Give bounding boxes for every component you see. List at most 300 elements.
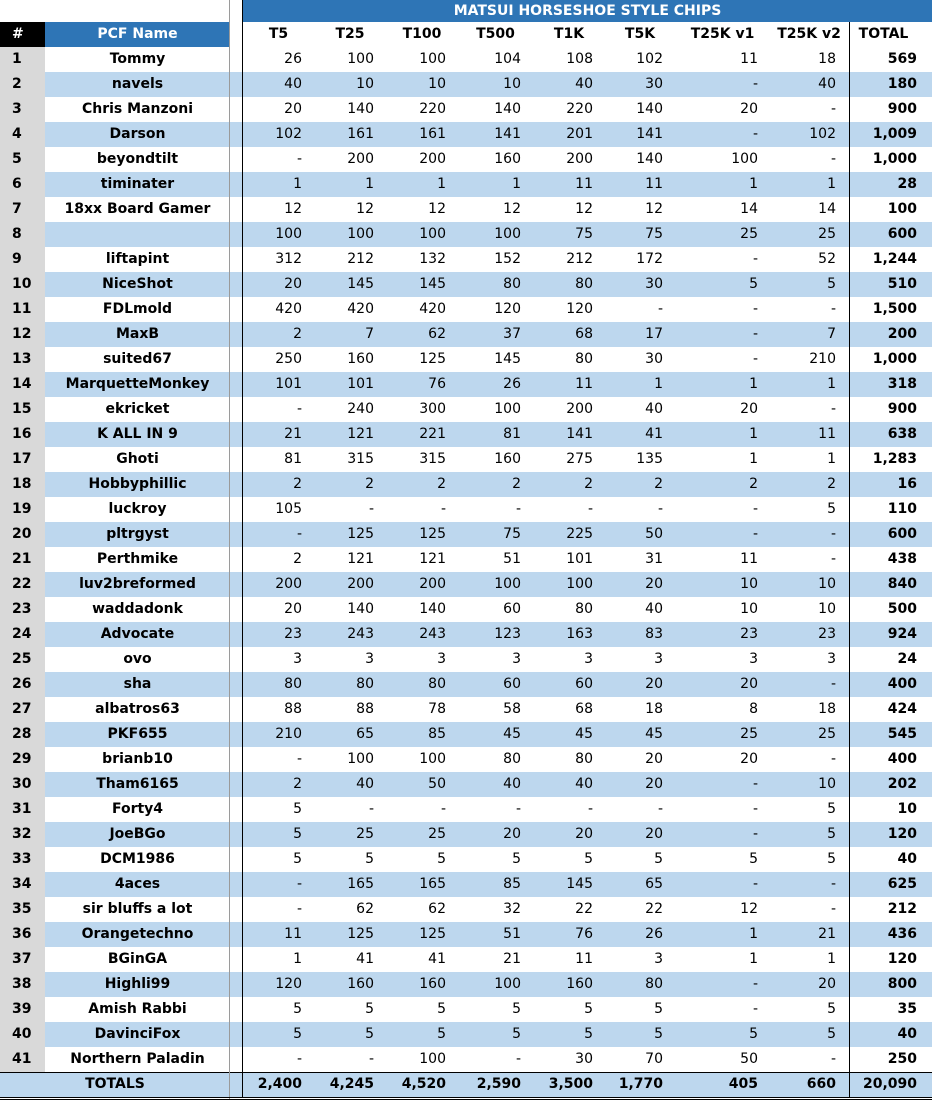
value-cell-t100[interactable]: 5: [437, 1026, 446, 1042]
value-cell-t25k-v2[interactable]: -: [830, 876, 836, 892]
value-cell-t5k[interactable]: 83: [645, 626, 663, 642]
value-cell-t500[interactable]: 104: [494, 51, 521, 67]
value-cell-t1k[interactable]: 275: [566, 451, 593, 467]
value-cell-t25[interactable]: 5: [365, 1001, 374, 1017]
row-total-cell[interactable]: 424: [887, 701, 917, 717]
value-cell-t500[interactable]: 120: [494, 301, 521, 317]
value-cell-t100[interactable]: 78: [428, 701, 446, 717]
value-cell-t5k[interactable]: 40: [645, 401, 663, 417]
row-total-cell[interactable]: 110: [887, 501, 917, 517]
value-cell-t5[interactable]: 312: [275, 251, 302, 267]
value-cell-t100[interactable]: 221: [419, 426, 446, 442]
value-cell-t5k[interactable]: 50: [645, 526, 663, 542]
value-cell-t25[interactable]: 145: [347, 276, 374, 292]
row-total-cell[interactable]: 202: [887, 776, 917, 792]
pcf-name-cell[interactable]: Advocate: [45, 622, 230, 647]
value-cell-t25[interactable]: 420: [347, 301, 374, 317]
value-cell-t5[interactable]: 5: [293, 1001, 302, 1017]
value-cell-t25k-v1[interactable]: 1: [749, 926, 758, 942]
row-total-cell[interactable]: 40: [897, 1026, 917, 1042]
value-cell-t25k-v2[interactable]: 18: [818, 701, 836, 717]
value-cell-t25[interactable]: 200: [347, 576, 374, 592]
value-cell-t25[interactable]: -: [368, 1051, 374, 1067]
value-cell-t5[interactable]: 2: [293, 776, 302, 792]
row-total-cell[interactable]: 569: [887, 51, 917, 67]
pcf-name-cell[interactable]: Highli99: [45, 972, 230, 997]
value-cell-t1k[interactable]: 12: [575, 201, 593, 217]
row-total-cell[interactable]: 438: [887, 551, 917, 567]
row-total-cell[interactable]: 10: [897, 801, 917, 817]
value-cell-t25k-v2[interactable]: 3: [827, 651, 836, 667]
value-cell-t25k-v1[interactable]: -: [752, 1001, 758, 1017]
value-cell-t5[interactable]: 20: [284, 101, 302, 117]
value-cell-t500[interactable]: 37: [503, 326, 521, 342]
value-cell-t25[interactable]: 88: [356, 701, 374, 717]
value-cell-t5[interactable]: -: [296, 751, 302, 767]
value-cell-t5k[interactable]: 5: [654, 1026, 663, 1042]
value-cell-t25k-v1[interactable]: -: [752, 526, 758, 542]
value-cell-t5[interactable]: 1: [293, 951, 302, 967]
value-cell-t1k[interactable]: 5: [584, 1026, 593, 1042]
value-cell-t5k[interactable]: 5: [654, 851, 663, 867]
value-cell-t1k[interactable]: 101: [566, 551, 593, 567]
value-cell-t100[interactable]: 121: [419, 551, 446, 567]
value-cell-t5[interactable]: 88: [284, 701, 302, 717]
value-cell-t25k-v2[interactable]: 5: [827, 851, 836, 867]
value-cell-t25k-v1[interactable]: 20: [740, 401, 758, 417]
row-total-cell[interactable]: 638: [887, 426, 917, 442]
pcf-name-cell[interactable]: liftapint: [45, 247, 230, 272]
value-cell-t5k[interactable]: 30: [645, 276, 663, 292]
value-cell-t5k[interactable]: 30: [645, 351, 663, 367]
value-cell-t5k[interactable]: 135: [636, 451, 663, 467]
value-cell-t100[interactable]: 62: [428, 901, 446, 917]
value-cell-t5[interactable]: 12: [284, 201, 302, 217]
value-cell-t25[interactable]: 101: [347, 376, 374, 392]
value-cell-t5[interactable]: 120: [275, 976, 302, 992]
value-cell-t25[interactable]: 125: [347, 526, 374, 542]
value-cell-t1k[interactable]: 11: [575, 376, 593, 392]
value-cell-t25[interactable]: 100: [347, 51, 374, 67]
value-cell-t1k[interactable]: 3: [584, 651, 593, 667]
value-cell-t5k[interactable]: 65: [645, 876, 663, 892]
value-cell-t25k-v1[interactable]: -: [752, 776, 758, 792]
value-cell-t5[interactable]: 11: [284, 926, 302, 942]
value-cell-t5k[interactable]: 12: [645, 201, 663, 217]
pcf-name-cell[interactable]: MarquetteMonkey: [45, 372, 230, 397]
value-cell-t5k[interactable]: -: [657, 501, 663, 517]
value-cell-t25[interactable]: -: [368, 801, 374, 817]
value-cell-t25[interactable]: 315: [347, 451, 374, 467]
pcf-name-cell[interactable]: 18xx Board Gamer: [45, 197, 230, 222]
value-cell-t5k[interactable]: 31: [645, 551, 663, 567]
value-cell-t500[interactable]: 80: [503, 276, 521, 292]
value-cell-t500[interactable]: 5: [512, 1026, 521, 1042]
pcf-name-cell[interactable]: Northern Paladin: [45, 1047, 230, 1072]
value-cell-t500[interactable]: 2: [512, 476, 521, 492]
value-cell-t25k-v2[interactable]: -: [830, 551, 836, 567]
value-cell-t5k[interactable]: 140: [636, 151, 663, 167]
row-total-cell[interactable]: 1,283: [872, 451, 917, 467]
value-cell-t25k-v2[interactable]: 5: [827, 276, 836, 292]
value-cell-t5k[interactable]: 70: [645, 1051, 663, 1067]
value-cell-t100[interactable]: 125: [419, 526, 446, 542]
value-cell-t500[interactable]: 75: [503, 526, 521, 542]
value-cell-t5[interactable]: 200: [275, 576, 302, 592]
pcf-name-cell[interactable]: Perthmike: [45, 547, 230, 572]
pcf-name-cell[interactable]: JoeBGo: [45, 822, 230, 847]
value-cell-t100[interactable]: 125: [419, 351, 446, 367]
value-cell-t100[interactable]: 200: [419, 576, 446, 592]
value-cell-t500[interactable]: 51: [503, 551, 521, 567]
value-cell-t1k[interactable]: 201: [566, 126, 593, 142]
pcf-name-cell[interactable]: Chris Manzoni: [45, 97, 230, 122]
value-cell-t25k-v2[interactable]: 1: [827, 951, 836, 967]
pcf-name-cell[interactable]: Tommy: [45, 47, 230, 72]
value-cell-t25k-v2[interactable]: -: [830, 526, 836, 542]
pcf-name-cell[interactable]: sir bluffs a lot: [45, 897, 230, 922]
value-cell-t1k[interactable]: 40: [575, 76, 593, 92]
pcf-name-cell[interactable]: brianb10: [45, 747, 230, 772]
value-cell-t25[interactable]: 41: [356, 951, 374, 967]
value-cell-t5k[interactable]: 75: [645, 226, 663, 242]
value-cell-t25k-v1[interactable]: -: [752, 76, 758, 92]
value-cell-t5k[interactable]: 45: [645, 726, 663, 742]
value-cell-t100[interactable]: 420: [419, 301, 446, 317]
row-total-cell[interactable]: 1,000: [872, 351, 917, 367]
value-cell-t25k-v2[interactable]: 5: [827, 1026, 836, 1042]
value-cell-t25k-v2[interactable]: -: [830, 901, 836, 917]
value-cell-t5k[interactable]: 26: [645, 926, 663, 942]
row-total-cell[interactable]: 1,000: [872, 151, 917, 167]
value-cell-t100[interactable]: 41: [428, 951, 446, 967]
pcf-name-cell[interactable]: luv2breformed: [45, 572, 230, 597]
pcf-name-cell[interactable]: Amish Rabbi: [45, 997, 230, 1022]
value-cell-t1k[interactable]: -: [587, 501, 593, 517]
pcf-name-cell[interactable]: luckroy: [45, 497, 230, 522]
value-cell-t5[interactable]: 21: [284, 426, 302, 442]
value-cell-t25k-v2[interactable]: 20: [818, 976, 836, 992]
value-cell-t100[interactable]: 3: [437, 651, 446, 667]
value-cell-t500[interactable]: 145: [494, 351, 521, 367]
value-cell-t100[interactable]: 200: [419, 151, 446, 167]
pcf-name-cell[interactable]: sha: [45, 672, 230, 697]
pcf-name-cell[interactable]: BGinGA: [45, 947, 230, 972]
value-cell-t25k-v1[interactable]: -: [752, 326, 758, 342]
value-cell-t25k-v1[interactable]: 1: [749, 426, 758, 442]
value-cell-t500[interactable]: 21: [503, 951, 521, 967]
row-total-cell[interactable]: 1,500: [872, 301, 917, 317]
value-cell-t25k-v1[interactable]: -: [752, 126, 758, 142]
value-cell-t100[interactable]: 315: [419, 451, 446, 467]
value-cell-t500[interactable]: 20: [503, 826, 521, 842]
value-cell-t5[interactable]: 3: [293, 651, 302, 667]
value-cell-t500[interactable]: 100: [494, 976, 521, 992]
value-cell-t100[interactable]: 2: [437, 476, 446, 492]
value-cell-t100[interactable]: 62: [428, 326, 446, 342]
value-cell-t25[interactable]: 161: [347, 126, 374, 142]
value-cell-t5k[interactable]: 18: [645, 701, 663, 717]
value-cell-t5[interactable]: 40: [284, 76, 302, 92]
value-cell-t25k-v2[interactable]: -: [830, 1051, 836, 1067]
value-cell-t25[interactable]: 40: [356, 776, 374, 792]
value-cell-t25k-v1[interactable]: 14: [740, 201, 758, 217]
value-cell-t5k[interactable]: 20: [645, 826, 663, 842]
pcf-name-cell[interactable]: [45, 222, 230, 247]
value-cell-t5[interactable]: -: [296, 151, 302, 167]
value-cell-t100[interactable]: 80: [428, 676, 446, 692]
value-cell-t25[interactable]: 125: [347, 926, 374, 942]
value-cell-t25k-v1[interactable]: 25: [740, 726, 758, 742]
value-cell-t100[interactable]: -: [440, 801, 446, 817]
row-total-cell[interactable]: 28: [897, 176, 917, 192]
pcf-name-cell[interactable]: navels: [45, 72, 230, 97]
value-cell-t25k-v1[interactable]: 10: [740, 576, 758, 592]
value-cell-t100[interactable]: 76: [428, 376, 446, 392]
pcf-name-cell[interactable]: Forty4: [45, 797, 230, 822]
value-cell-t25k-v2[interactable]: 5: [827, 501, 836, 517]
value-cell-t25[interactable]: 65: [356, 726, 374, 742]
value-cell-t25k-v1[interactable]: 1: [749, 176, 758, 192]
value-cell-t500[interactable]: 12: [503, 201, 521, 217]
value-cell-t25[interactable]: 140: [347, 101, 374, 117]
value-cell-t25k-v1[interactable]: 8: [749, 701, 758, 717]
value-cell-t100[interactable]: 132: [419, 251, 446, 267]
value-cell-t500[interactable]: 1: [512, 176, 521, 192]
value-cell-t25k-v1[interactable]: 11: [740, 551, 758, 567]
value-cell-t25k-v2[interactable]: 18: [818, 51, 836, 67]
value-cell-t500[interactable]: 100: [494, 401, 521, 417]
value-cell-t5[interactable]: 20: [284, 276, 302, 292]
value-cell-t500[interactable]: 100: [494, 576, 521, 592]
value-cell-t25k-v2[interactable]: 7: [827, 326, 836, 342]
value-cell-t5[interactable]: 105: [275, 501, 302, 517]
row-total-cell[interactable]: 35: [897, 1001, 917, 1017]
row-total-cell[interactable]: 900: [887, 401, 917, 417]
value-cell-t5k[interactable]: 3: [654, 651, 663, 667]
value-cell-t25k-v1[interactable]: 1: [749, 376, 758, 392]
value-cell-t5[interactable]: -: [296, 401, 302, 417]
value-cell-t100[interactable]: 85: [428, 726, 446, 742]
value-cell-t5[interactable]: 101: [275, 376, 302, 392]
value-cell-t100[interactable]: 161: [419, 126, 446, 142]
value-cell-t25k-v1[interactable]: -: [752, 301, 758, 317]
value-cell-t500[interactable]: 100: [494, 226, 521, 242]
value-cell-t25k-v2[interactable]: -: [830, 751, 836, 767]
value-cell-t5k[interactable]: 17: [645, 326, 663, 342]
value-cell-t5[interactable]: 100: [275, 226, 302, 242]
pcf-name-cell[interactable]: suited67: [45, 347, 230, 372]
row-total-cell[interactable]: 100: [887, 201, 917, 217]
value-cell-t5[interactable]: 5: [293, 826, 302, 842]
value-cell-t25[interactable]: 100: [347, 226, 374, 242]
value-cell-t5k[interactable]: 5: [654, 1001, 663, 1017]
pcf-name-cell[interactable]: ovo: [45, 647, 230, 672]
value-cell-t1k[interactable]: 80: [575, 276, 593, 292]
row-total-cell[interactable]: 840: [887, 576, 917, 592]
value-cell-t500[interactable]: 160: [494, 151, 521, 167]
value-cell-t25[interactable]: 5: [365, 1026, 374, 1042]
row-total-cell[interactable]: 200: [887, 326, 917, 342]
pcf-name-cell[interactable]: FDLmold: [45, 297, 230, 322]
value-cell-t5[interactable]: -: [296, 876, 302, 892]
row-total-cell[interactable]: 400: [887, 751, 917, 767]
pcf-name-cell[interactable]: timinater: [45, 172, 230, 197]
value-cell-t5k[interactable]: 80: [645, 976, 663, 992]
value-cell-t1k[interactable]: 22: [575, 901, 593, 917]
value-cell-t5[interactable]: 250: [275, 351, 302, 367]
value-cell-t5[interactable]: 23: [284, 626, 302, 642]
row-total-cell[interactable]: 212: [887, 901, 917, 917]
value-cell-t500[interactable]: 32: [503, 901, 521, 917]
row-total-cell[interactable]: 1,009: [872, 126, 917, 142]
value-cell-t5[interactable]: 5: [293, 851, 302, 867]
value-cell-t1k[interactable]: 11: [575, 951, 593, 967]
value-cell-t25[interactable]: 160: [347, 976, 374, 992]
value-cell-t5[interactable]: 5: [293, 801, 302, 817]
pcf-name-cell[interactable]: MaxB: [45, 322, 230, 347]
value-cell-t1k[interactable]: 80: [575, 601, 593, 617]
value-cell-t500[interactable]: 60: [503, 601, 521, 617]
pcf-name-cell[interactable]: Orangetechno: [45, 922, 230, 947]
value-cell-t5[interactable]: 2: [293, 326, 302, 342]
value-cell-t25k-v2[interactable]: -: [830, 101, 836, 117]
value-cell-t5[interactable]: 80: [284, 676, 302, 692]
value-cell-t25k-v1[interactable]: 23: [740, 626, 758, 642]
value-cell-t25k-v2[interactable]: 10: [818, 576, 836, 592]
value-cell-t25k-v2[interactable]: -: [830, 676, 836, 692]
value-cell-t25[interactable]: 3: [365, 651, 374, 667]
value-cell-t1k[interactable]: 200: [566, 401, 593, 417]
value-cell-t1k[interactable]: 163: [566, 626, 593, 642]
value-cell-t5k[interactable]: 20: [645, 751, 663, 767]
value-cell-t25k-v2[interactable]: 40: [818, 76, 836, 92]
value-cell-t100[interactable]: 145: [419, 276, 446, 292]
value-cell-t25k-v2[interactable]: 25: [818, 726, 836, 742]
row-total-cell[interactable]: 510: [887, 276, 917, 292]
pcf-name-cell[interactable]: DavinciFox: [45, 1022, 230, 1047]
pcf-name-cell[interactable]: Ghoti: [45, 447, 230, 472]
pcf-name-cell[interactable]: pltrgyst: [45, 522, 230, 547]
row-total-cell[interactable]: 250: [887, 1051, 917, 1067]
row-total-cell[interactable]: 625: [887, 876, 917, 892]
value-cell-t25[interactable]: 25: [356, 826, 374, 842]
value-cell-t500[interactable]: 5: [512, 1001, 521, 1017]
value-cell-t1k[interactable]: 120: [566, 301, 593, 317]
value-cell-t5[interactable]: 26: [284, 51, 302, 67]
value-cell-t25k-v2[interactable]: 5: [827, 801, 836, 817]
value-cell-t5[interactable]: 210: [275, 726, 302, 742]
value-cell-t100[interactable]: 125: [419, 926, 446, 942]
value-cell-t500[interactable]: 3: [512, 651, 521, 667]
value-cell-t5k[interactable]: 172: [636, 251, 663, 267]
value-cell-t25[interactable]: 240: [347, 401, 374, 417]
value-cell-t25k-v2[interactable]: 1: [827, 376, 836, 392]
row-total-cell[interactable]: 40: [897, 851, 917, 867]
value-cell-t25[interactable]: 2: [365, 476, 374, 492]
value-cell-t1k[interactable]: 108: [566, 51, 593, 67]
value-cell-t500[interactable]: 85: [503, 876, 521, 892]
value-cell-t25k-v1[interactable]: 20: [740, 101, 758, 117]
pcf-name-cell[interactable]: ekricket: [45, 397, 230, 422]
value-cell-t500[interactable]: 81: [503, 426, 521, 442]
value-cell-t5k[interactable]: 20: [645, 776, 663, 792]
row-total-cell[interactable]: 318: [887, 376, 917, 392]
value-cell-t1k[interactable]: 5: [584, 1001, 593, 1017]
value-cell-t5[interactable]: 420: [275, 301, 302, 317]
value-cell-t500[interactable]: 58: [503, 701, 521, 717]
value-cell-t25k-v1[interactable]: -: [752, 501, 758, 517]
row-total-cell[interactable]: 500: [887, 601, 917, 617]
value-cell-t500[interactable]: 10: [503, 76, 521, 92]
value-cell-t25k-v1[interactable]: 3: [749, 651, 758, 667]
value-cell-t1k[interactable]: 2: [584, 476, 593, 492]
value-cell-t5k[interactable]: 20: [645, 676, 663, 692]
value-cell-t25k-v1[interactable]: -: [752, 351, 758, 367]
row-total-cell[interactable]: 180: [887, 76, 917, 92]
value-cell-t100[interactable]: 300: [419, 401, 446, 417]
value-cell-t500[interactable]: -: [515, 1051, 521, 1067]
value-cell-t1k[interactable]: 80: [575, 351, 593, 367]
value-cell-t25k-v1[interactable]: 5: [749, 276, 758, 292]
value-cell-t1k[interactable]: 76: [575, 926, 593, 942]
value-cell-t1k[interactable]: 60: [575, 676, 593, 692]
value-cell-t25[interactable]: 80: [356, 676, 374, 692]
value-cell-t25k-v2[interactable]: 10: [818, 776, 836, 792]
value-cell-t25k-v1[interactable]: 2: [749, 476, 758, 492]
value-cell-t100[interactable]: 100: [419, 1051, 446, 1067]
value-cell-t25[interactable]: 121: [347, 426, 374, 442]
value-cell-t25k-v1[interactable]: 100: [731, 151, 758, 167]
value-cell-t25k-v1[interactable]: 50: [740, 1051, 758, 1067]
row-total-cell[interactable]: 900: [887, 101, 917, 117]
row-total-cell[interactable]: 400: [887, 676, 917, 692]
value-cell-t5[interactable]: -: [296, 901, 302, 917]
value-cell-t25k-v2[interactable]: 1: [827, 176, 836, 192]
value-cell-t25k-v1[interactable]: 12: [740, 901, 758, 917]
value-cell-t500[interactable]: 152: [494, 251, 521, 267]
value-cell-t25[interactable]: 7: [365, 326, 374, 342]
value-cell-t1k[interactable]: 75: [575, 226, 593, 242]
row-total-cell[interactable]: 800: [887, 976, 917, 992]
value-cell-t25[interactable]: 1: [365, 176, 374, 192]
value-cell-t1k[interactable]: 212: [566, 251, 593, 267]
value-cell-t25k-v1[interactable]: 5: [749, 1026, 758, 1042]
value-cell-t25k-v1[interactable]: 20: [740, 676, 758, 692]
value-cell-t100[interactable]: 160: [419, 976, 446, 992]
row-total-cell[interactable]: 120: [887, 951, 917, 967]
value-cell-t5k[interactable]: 140: [636, 101, 663, 117]
value-cell-t100[interactable]: 100: [419, 226, 446, 242]
value-cell-t25k-v1[interactable]: -: [752, 976, 758, 992]
value-cell-t5k[interactable]: 41: [645, 426, 663, 442]
value-cell-t5k[interactable]: 11: [645, 176, 663, 192]
value-cell-t5k[interactable]: 30: [645, 76, 663, 92]
value-cell-t500[interactable]: 60: [503, 676, 521, 692]
value-cell-t25[interactable]: 62: [356, 901, 374, 917]
value-cell-t25k-v1[interactable]: -: [752, 251, 758, 267]
value-cell-t25k-v1[interactable]: 20: [740, 751, 758, 767]
value-cell-t1k[interactable]: -: [587, 801, 593, 817]
value-cell-t1k[interactable]: 45: [575, 726, 593, 742]
value-cell-t25k-v1[interactable]: 1: [749, 951, 758, 967]
value-cell-t100[interactable]: 1: [437, 176, 446, 192]
pcf-name-cell[interactable]: beyondtilt: [45, 147, 230, 172]
value-cell-t25[interactable]: -: [368, 501, 374, 517]
pcf-name-cell[interactable]: Tham6165: [45, 772, 230, 797]
value-cell-t5k[interactable]: 1: [654, 376, 663, 392]
value-cell-t25k-v2[interactable]: 102: [809, 126, 836, 142]
